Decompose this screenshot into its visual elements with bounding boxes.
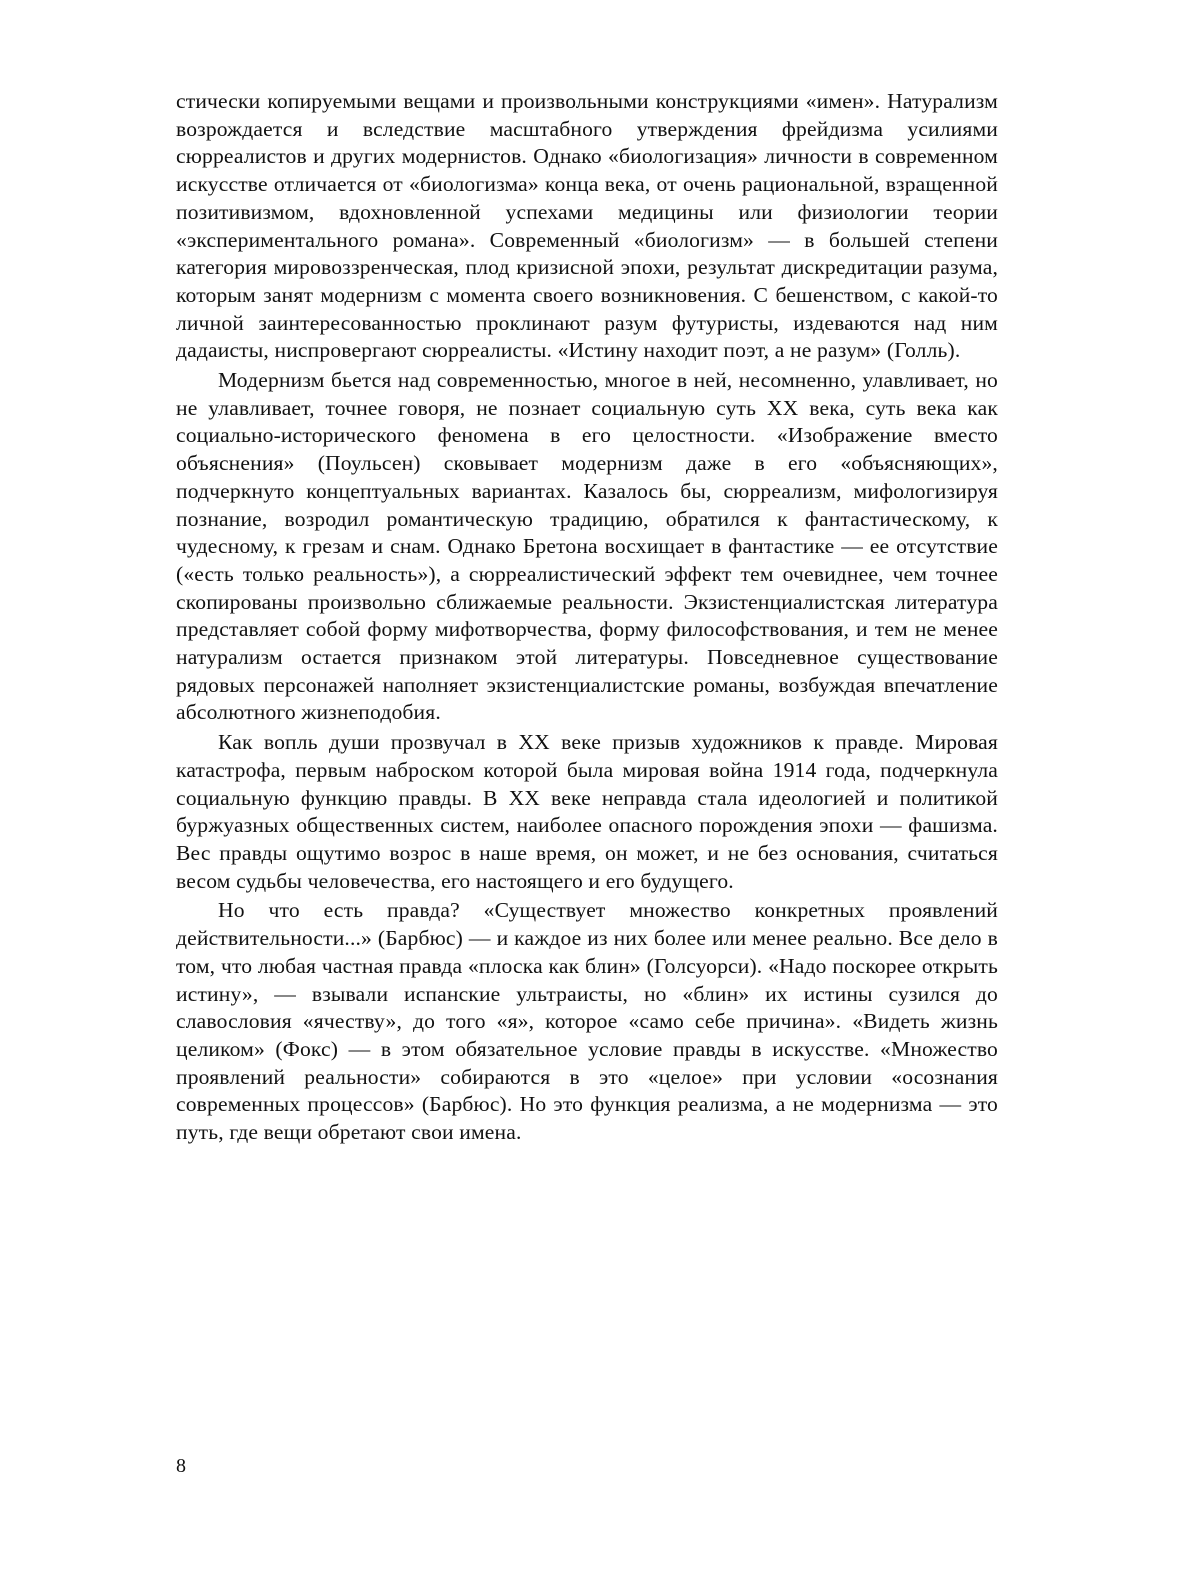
paragraph-1: стически копируемыми вещами и произвольными конструкциями «имен». Натурализм возрождается и вследствие масштабного утверждения фрейдизма усилиями сюрреалистов и других модернистов. Однако «биологизация» личности в современном искусстве отличается от «биологизма» конца века, от очень рациональной, взращенной позитивизмом, вдохновленной успехами медицины или физиологии теории «экспериментального романа». Современный «биологизм» — в большей степени категория мировоззренческая, плод кризисной эпохи, результат дискредитации разума, которым занят модернизм с момента своего возникновения. С бешенством, с какой-то личной заинтересованностью проклинают разум футуристы, издеваются над ним дадаисты, ниспровергают сюрреалисты. «Истину находит поэт, а не разум» (Голль). xyxy=(176,89,998,363)
body-text xyxy=(176,88,998,1147)
paragraph-4: Но что есть правда? «Существует множество конкретных проявлений действительности...» (Барбюс) — и каждое из них более или менее реально. Все дело в том, что любая частная правда «плоска как блин» (Голсуорси). «Надо поскорее открыть истину», — взывали испанские ультраисты, но «блин» их истины сузился до славословия «ячеству», до того «я», которое «само себе причина». «Видеть жизнь целиком» (Фокс) — в этом обязательное условие правды в искусстве. «Множество проявлений реальности» собираются в это «целое» при условии «осознания современных процессов» (Барбюс). Но это функция реализма, а не модернизма — это путь, где вещи обретают свои имена. xyxy=(176,898,998,1145)
paragraph-3: Как вопль души прозвучал в XX веке призыв художников к правде. Мировая катастрофа, первым наброском которой была мировая война 1914 года, подчеркнула социальную функцию правды. В XX веке неправда стала идеологией и политикой буржуазных общественных систем, наиболее опасного порождения эпохи — фашизма. Вес правды ощутимо возрос в наше время, он может, и не без основания, считаться весом судьбы человечества, его настоящего и его будущего. xyxy=(176,730,998,893)
page-number: 8 xyxy=(176,1455,186,1477)
paragraph-2: Модернизм бьется над современностью, многое в ней, несомненно, улавливает, но не улавливает, точнее говоря, не познает социальную суть XX века, суть века как социально-исторического феномена в его целостности. «Изображение вместо объяснения» (Поульсен) сковывает модернизм даже в его «объясняющих», подчеркнуто концептуальных вариантах. Казалось бы, сюрреализм, мифологизируя познание, возродил романтическую традицию, обратился к фантастическому, к чудесному, к грезам и снам. Однако Бретона восхищает в фантастике — ее отсутствие («есть только реальность»), а сюрреалистический эффект тем очевиднее, чем точнее скопированы произвольно сближаемые реальности. Экзистенциалистская литература представляет собой форму мифотворчества, форму философствования, и тем не менее натурализм остается признаком этой литературы. Повседневное существование рядовых персонажей наполняет экзистенциалистские романы, возбуждая впечатление абсолютного жизнеподобия. xyxy=(176,368,998,725)
